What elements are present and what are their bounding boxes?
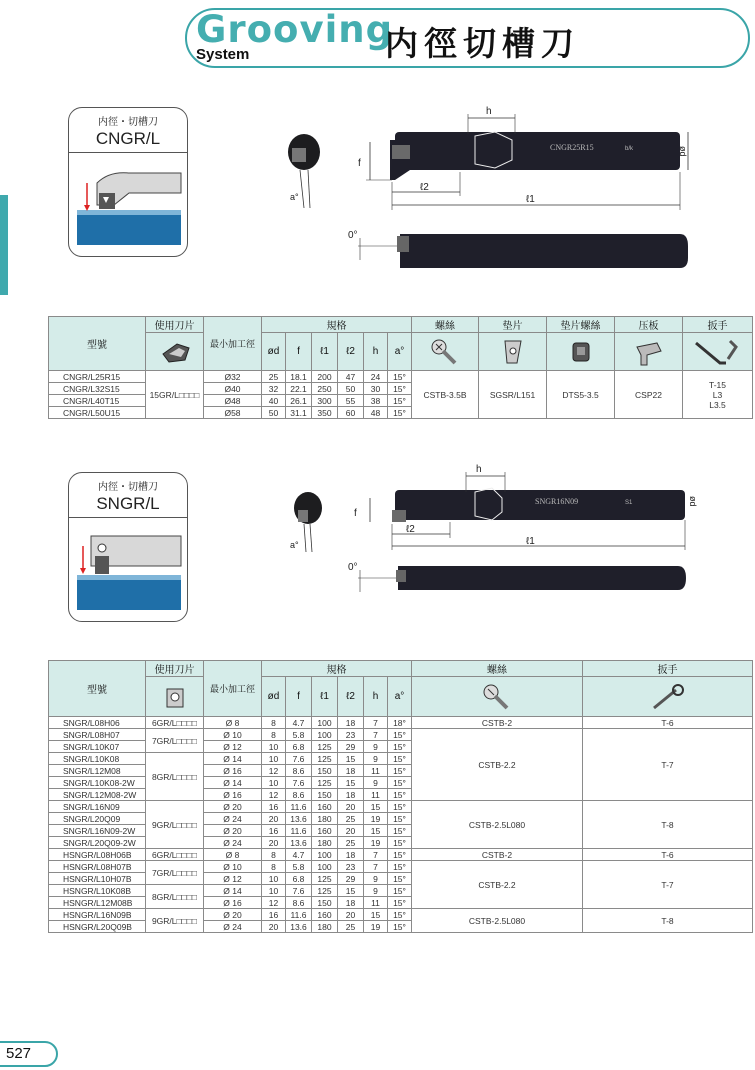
col-l1: ℓ1 [312, 677, 338, 717]
col-l2: ℓ2 [338, 677, 364, 717]
cell-l2: 18 [338, 849, 364, 861]
cell-h: 15 [364, 909, 388, 921]
cell-h: 9 [364, 885, 388, 897]
label-l1: ℓ1 [526, 194, 535, 205]
label-d: ød [678, 146, 688, 157]
label-l1: ℓ1 [526, 536, 535, 547]
angle-label: a° [290, 192, 299, 202]
cell-a: 15° [388, 897, 412, 909]
header-screw: 螺絲 [412, 661, 583, 677]
cell-model: SNGR/L16N09 [49, 801, 146, 813]
cell-screw: CSTB-3.5B [412, 371, 479, 419]
col-l1: ℓ1 [312, 333, 338, 371]
cell-f: 6.8 [286, 873, 312, 885]
cell-min-bore: Ø 16 [204, 897, 262, 909]
shank-marking: SNGR16N09 [535, 497, 579, 506]
cell-l2: 29 [338, 741, 364, 753]
cell-h: 24 [364, 371, 388, 383]
cell-a: 15° [388, 837, 412, 849]
cell-f: 13.6 [286, 837, 312, 849]
cell-d: 10 [262, 777, 286, 789]
cell-a: 15° [388, 741, 412, 753]
cell-a: 15° [388, 407, 412, 419]
cell-min-bore: Ø 12 [204, 873, 262, 885]
cell-clamp: CSP22 [615, 371, 683, 419]
label-h: h [486, 106, 492, 117]
cell-f: 7.6 [286, 753, 312, 765]
cell-min-bore: Ø 20 [204, 825, 262, 837]
header-shim: 垫片 [479, 317, 547, 333]
cell-d: 40 [262, 395, 286, 407]
cell-l1: 125 [312, 777, 338, 789]
cell-min-bore: Ø 14 [204, 753, 262, 765]
sngr-technical-drawing [280, 460, 700, 600]
cell-l2: 25 [338, 837, 364, 849]
shank-marking-2: S1 [625, 500, 633, 506]
cell-f: 4.7 [286, 717, 312, 729]
cell-d: 10 [262, 885, 286, 897]
cell-l2: 20 [338, 801, 364, 813]
cell-f: 11.6 [286, 909, 312, 921]
cell-h: 9 [364, 741, 388, 753]
cell-l1: 125 [312, 753, 338, 765]
cell-a: 15° [388, 729, 412, 741]
cell-a: 15° [388, 371, 412, 383]
label-zero: 0° [348, 562, 358, 573]
cell-f: 22.1 [286, 383, 312, 395]
cell-wrench: T-8 [583, 801, 753, 849]
cell-l1: 300 [312, 395, 338, 407]
cell-d: 16 [262, 909, 286, 921]
cell-l2: 18 [338, 765, 364, 777]
cell-model: SNGR/L10K08-2W [49, 777, 146, 789]
cell-d: 12 [262, 765, 286, 777]
col-f: f [286, 677, 312, 717]
cell-screw: CSTB-2.2 [412, 729, 583, 801]
cell-model: SNGR/L10K07 [49, 741, 146, 753]
cell-screw: CSTB-2.2 [412, 861, 583, 909]
col-h: h [364, 677, 388, 717]
cell-d: 8 [262, 729, 286, 741]
cell-model: HSNGR/L16N09B [49, 909, 146, 921]
cell-shim: SGSR/L151 [479, 371, 547, 419]
cell-h: 19 [364, 837, 388, 849]
cell-min-bore: Ø 20 [204, 909, 262, 921]
angle-label: a° [290, 540, 299, 550]
cell-min-bore: Ø48 [204, 395, 262, 407]
bore-grooving-illustration [69, 518, 188, 618]
wrench-icon [683, 333, 753, 371]
title-chinese: 内徑切槽刀 [385, 24, 580, 63]
cell-insert: 7GR/L□□□□ [146, 861, 204, 885]
shim-screw-icon [547, 333, 615, 371]
cell-h: 7 [364, 717, 388, 729]
col-a: a° [388, 677, 412, 717]
cell-model: CNGR/L50U15 [49, 407, 146, 419]
cell-l2: 18 [338, 717, 364, 729]
cell-a: 15° [388, 383, 412, 395]
cell-model: SNGR/L20Q09-2W [49, 837, 146, 849]
cell-l1: 180 [312, 921, 338, 933]
card-model: SNGR/L [96, 494, 160, 513]
col-f: f [286, 333, 312, 371]
cell-screw: CSTB-2.5L080 [412, 801, 583, 849]
cell-d: 8 [262, 849, 286, 861]
cell-l1: 150 [312, 789, 338, 801]
cell-h: 19 [364, 921, 388, 933]
page-number: 527 [0, 1041, 58, 1067]
cell-min-bore: Ø 20 [204, 801, 262, 813]
cell-a: 15° [388, 873, 412, 885]
cell-min-bore: Ø 14 [204, 777, 262, 789]
cell-a: 15° [388, 753, 412, 765]
title-english: Grooving [196, 8, 394, 51]
cell-l2: 25 [338, 813, 364, 825]
cell-l1: 180 [312, 813, 338, 825]
cell-f: 26.1 [286, 395, 312, 407]
cell-a: 15° [388, 849, 412, 861]
shank-marking: CNGR25R15 [550, 143, 594, 152]
cell-min-bore: Ø32 [204, 371, 262, 383]
card-subtitle: 内徑・切槽刀 [98, 117, 158, 128]
cell-l2: 15 [338, 885, 364, 897]
cell-l1: 160 [312, 801, 338, 813]
cell-f: 11.6 [286, 801, 312, 813]
cell-f: 8.6 [286, 765, 312, 777]
cell-wrench [683, 371, 753, 419]
shank-marking-2: b/k [625, 146, 634, 152]
cell-l1: 100 [312, 861, 338, 873]
cell-model: HSNGR/L12M08B [49, 897, 146, 909]
cell-f: 7.6 [286, 777, 312, 789]
cell-screw: CSTB-2 [412, 717, 583, 729]
cell-l2: 20 [338, 825, 364, 837]
cell-insert: 9GR/L□□□□ [146, 801, 204, 849]
cell-model: SNGR/L08H06 [49, 717, 146, 729]
cell-model: CNGR/L40T15 [49, 395, 146, 407]
cell-insert: 6GR/L□□□□ [146, 717, 204, 729]
table-row [49, 717, 753, 729]
cell-l2: 29 [338, 873, 364, 885]
cell-h: 11 [364, 897, 388, 909]
cell-a: 15° [388, 395, 412, 407]
cell-l1: 100 [312, 729, 338, 741]
wrench-line-2: L3 [712, 389, 723, 400]
cell-l1: 160 [312, 909, 338, 921]
cell-model: SNGR/L10K08 [49, 753, 146, 765]
cell-l1: 350 [312, 407, 338, 419]
cell-d: 20 [262, 837, 286, 849]
cell-a: 15° [388, 921, 412, 933]
cell-f: 8.6 [286, 789, 312, 801]
cell-l2: 18 [338, 897, 364, 909]
cell-l1: 150 [312, 765, 338, 777]
cell-l2: 23 [338, 729, 364, 741]
cell-d: 25 [262, 371, 286, 383]
cell-a: 15° [388, 813, 412, 825]
clamp-icon [615, 333, 683, 371]
cell-min-bore: Ø58 [204, 407, 262, 419]
col-a: a° [388, 333, 412, 371]
cell-l2: 15 [338, 777, 364, 789]
cell-h: 30 [364, 383, 388, 395]
screw-icon [412, 677, 583, 717]
cell-h: 11 [364, 765, 388, 777]
cell-l2: 23 [338, 861, 364, 873]
cell-l1: 100 [312, 717, 338, 729]
cell-wrench: T-7 [583, 861, 753, 909]
cell-d: 10 [262, 753, 286, 765]
header-clamp: 压板 [615, 317, 683, 333]
cell-a: 15° [388, 801, 412, 813]
cell-l2: 20 [338, 909, 364, 921]
cell-h: 15 [364, 801, 388, 813]
cell-l2: 60 [338, 407, 364, 419]
cell-f: 5.8 [286, 861, 312, 873]
table-row [49, 371, 753, 383]
cell-d: 32 [262, 383, 286, 395]
col-d: ød [262, 677, 286, 717]
cell-d: 20 [262, 921, 286, 933]
cell-h: 9 [364, 873, 388, 885]
cell-f: 4.7 [286, 849, 312, 861]
cell-model: HSNGR/L20Q09B [49, 921, 146, 933]
cell-l1: 200 [312, 371, 338, 383]
cell-l2: 50 [338, 383, 364, 395]
cell-min-bore: Ø 12 [204, 741, 262, 753]
cell-min-bore: Ø 24 [204, 921, 262, 933]
wrench-line-1: T-15 [708, 379, 726, 390]
header-min-bore: 最小加工徑 [204, 317, 262, 371]
cell-shim-screw: DTS5-3.5 [547, 371, 615, 419]
product-card-cngr [68, 107, 188, 257]
cell-f: 11.6 [286, 825, 312, 837]
cngr-technical-drawing [280, 100, 700, 280]
cell-model: HSNGR/L10K08B [49, 885, 146, 897]
cell-min-bore: Ø 8 [204, 717, 262, 729]
cell-min-bore: Ø 24 [204, 837, 262, 849]
cell-h: 19 [364, 813, 388, 825]
cell-wrench: T-6 [583, 849, 753, 861]
cell-f: 5.8 [286, 729, 312, 741]
label-f: f [354, 508, 357, 519]
cell-screw: CSTB-2 [412, 849, 583, 861]
cell-insert: 8GR/L□□□□ [146, 885, 204, 909]
cell-l1: 100 [312, 849, 338, 861]
cell-model: SNGR/L16N09-2W [49, 825, 146, 837]
cell-min-bore: Ø 14 [204, 885, 262, 897]
side-tab-marker [0, 195, 8, 295]
header-insert: 使用刀片 [146, 661, 204, 677]
table-row [49, 909, 753, 921]
bore-grooving-illustration [69, 153, 188, 253]
cell-h: 7 [364, 729, 388, 741]
wrench-line-3: L3.5 [709, 399, 726, 410]
cell-l2: 18 [338, 789, 364, 801]
cell-h: 9 [364, 753, 388, 765]
table-row [49, 849, 753, 861]
cell-model: SNGR/L12M08-2W [49, 789, 146, 801]
col-l2: ℓ2 [338, 333, 364, 371]
cell-l1: 125 [312, 885, 338, 897]
table-row [49, 801, 753, 813]
cell-l1: 180 [312, 837, 338, 849]
cell-wrench: T-6 [583, 717, 753, 729]
header-wrench: 扳手 [583, 661, 753, 677]
cell-insert: 9GR/L□□□□ [146, 909, 204, 933]
cell-f: 13.6 [286, 813, 312, 825]
cell-min-bore: Ø 16 [204, 789, 262, 801]
cell-h: 7 [364, 849, 388, 861]
label-l2: ℓ2 [406, 524, 415, 535]
cell-insert: 15GR/L□□□□ [146, 371, 204, 419]
cell-d: 50 [262, 407, 286, 419]
cell-a: 15° [388, 885, 412, 897]
header-spec: 規格 [262, 661, 412, 677]
label-d: ød [688, 496, 698, 507]
cell-l2: 15 [338, 753, 364, 765]
cell-a: 15° [388, 861, 412, 873]
cell-min-bore: Ø 8 [204, 849, 262, 861]
header-insert: 使用刀片 [146, 317, 204, 333]
cell-f: 18.1 [286, 371, 312, 383]
cell-h: 48 [364, 407, 388, 419]
cell-wrench: T-7 [583, 729, 753, 801]
col-h: h [364, 333, 388, 371]
cell-l1: 125 [312, 873, 338, 885]
header-shim-screw: 垫片螺絲 [547, 317, 615, 333]
cell-a: 15° [388, 909, 412, 921]
cell-a: 15° [388, 789, 412, 801]
insert-icon [146, 333, 204, 371]
sngr-spec-table [48, 660, 753, 933]
cell-f: 13.6 [286, 921, 312, 933]
cell-f: 8.6 [286, 897, 312, 909]
cell-l1: 125 [312, 741, 338, 753]
header-spec: 規格 [262, 317, 412, 333]
header-model: 型號 [49, 661, 146, 717]
cell-min-bore: Ø 10 [204, 861, 262, 873]
cell-model: HSNGR/L08H06B [49, 849, 146, 861]
col-d: ød [262, 333, 286, 371]
cell-min-bore: Ø 16 [204, 765, 262, 777]
table-row [49, 861, 753, 873]
cell-model: SNGR/L12M08 [49, 765, 146, 777]
cell-model: SNGR/L20Q09 [49, 813, 146, 825]
cell-d: 16 [262, 801, 286, 813]
cell-l1: 150 [312, 897, 338, 909]
screw-icon [412, 333, 479, 371]
card-subtitle: 内徑・切槽刀 [98, 482, 158, 493]
cell-d: 8 [262, 717, 286, 729]
cell-l2: 47 [338, 371, 364, 383]
cell-h: 9 [364, 777, 388, 789]
product-card-sngr [68, 472, 188, 622]
cell-min-bore: Ø40 [204, 383, 262, 395]
cell-a: 15° [388, 765, 412, 777]
cell-min-bore: Ø 10 [204, 729, 262, 741]
cell-h: 15 [364, 825, 388, 837]
cell-l2: 25 [338, 921, 364, 933]
cell-f: 7.6 [286, 885, 312, 897]
cell-a: 18° [388, 717, 412, 729]
cell-d: 16 [262, 825, 286, 837]
subtitle-english: System [196, 46, 250, 63]
cell-h: 11 [364, 789, 388, 801]
label-l2: ℓ2 [420, 182, 429, 193]
cell-a: 15° [388, 777, 412, 789]
cell-wrench: T-8 [583, 909, 753, 933]
card-model: CNGR/L [95, 129, 161, 148]
cell-insert: 7GR/L□□□□ [146, 729, 204, 753]
cell-d: 12 [262, 897, 286, 909]
cell-insert: 6GR/L□□□□ [146, 849, 204, 861]
label-zero: 0° [348, 230, 358, 241]
cell-f: 6.8 [286, 741, 312, 753]
cell-insert: 8GR/L□□□□ [146, 753, 204, 801]
cell-model: CNGR/L25R15 [49, 371, 146, 383]
cngr-spec-table [48, 316, 753, 419]
cell-f: 31.1 [286, 407, 312, 419]
cell-d: 12 [262, 789, 286, 801]
cell-d: 20 [262, 813, 286, 825]
cell-d: 8 [262, 861, 286, 873]
cell-screw: CSTB-2.5L080 [412, 909, 583, 933]
header-screw: 螺絲 [412, 317, 479, 333]
cell-h: 38 [364, 395, 388, 407]
label-h: h [476, 464, 482, 475]
header-model: 型號 [49, 317, 146, 371]
cell-model: HSNGR/L10H07B [49, 873, 146, 885]
cell-min-bore: Ø 24 [204, 813, 262, 825]
table-row [49, 729, 753, 741]
insert-icon [146, 677, 204, 717]
cell-d: 10 [262, 741, 286, 753]
cell-l2: 55 [338, 395, 364, 407]
cell-model: HSNGR/L08H07B [49, 861, 146, 873]
cell-d: 10 [262, 873, 286, 885]
header-wrench: 扳手 [683, 317, 753, 333]
cell-l1: 250 [312, 383, 338, 395]
cell-model: CNGR/L32S15 [49, 383, 146, 395]
shim-icon [479, 333, 547, 371]
cell-l1: 160 [312, 825, 338, 837]
label-f: f [358, 158, 361, 169]
cell-model: SNGR/L08H07 [49, 729, 146, 741]
cell-h: 7 [364, 861, 388, 873]
header-min-bore: 最小加工徑 [204, 661, 262, 717]
wrench-icon [583, 677, 753, 717]
cell-a: 15° [388, 825, 412, 837]
